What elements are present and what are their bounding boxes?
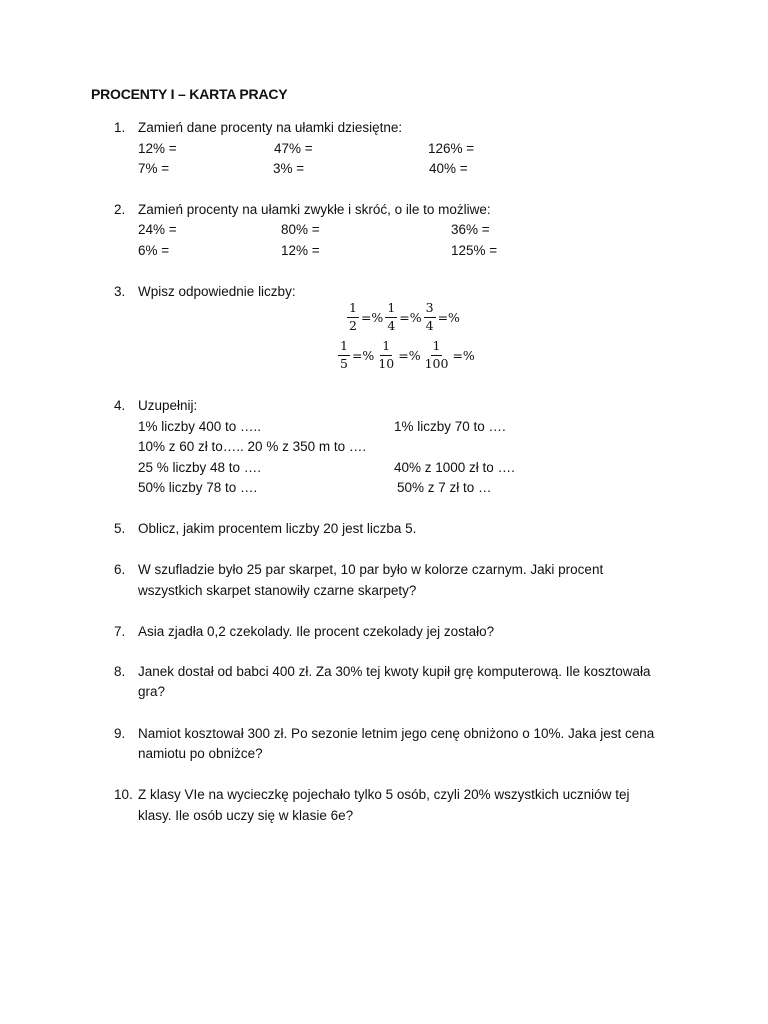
- task-1-item: 3% =: [273, 161, 305, 176]
- task-6-text: W szufladzie było 25 par skarpet, 10 par było w kolorze czarnym. Jaki procent: [138, 562, 604, 577]
- fraction: $\frac{1}{2}$: [349, 300, 357, 333]
- task-2-item: 12% =: [281, 243, 320, 258]
- fraction-line-2: $\frac{1}{5}$ =% $\frac{1}{10}$ =% $\frac{1}{100}$ =%: [340, 338, 475, 371]
- fraction-line-1: $\frac{1}{2}$ =% $\frac{1}{4}$ =% $\frac{3}{4}$ =%: [349, 300, 460, 333]
- task-8-number: 8.: [114, 664, 126, 679]
- task-4-item: 1% liczby 400 to …..: [138, 419, 262, 434]
- task-3-number: 3.: [114, 284, 126, 299]
- task-4-item: 40% z 1000 zł to ….: [394, 460, 515, 475]
- fraction: $\frac{1}{10}$: [378, 338, 395, 371]
- task-4-item: 25 % liczby 48 to ….: [138, 460, 262, 475]
- task-5-number: 5.: [114, 521, 126, 536]
- task-4-item: 10% z 60 zł to….. 20 % z 350 m to ….: [138, 439, 367, 454]
- task-1-item: 7% =: [138, 161, 170, 176]
- task-9-text: Namiot kosztował 300 zł. Po sezonie letnim jego cenę obniżono o 10%. Jaka jest cena: [138, 726, 655, 741]
- task-1-number: 1.: [114, 120, 126, 135]
- page-title: PROCENTY I – KARTA PRACY: [91, 86, 288, 102]
- task-1-item: 47% =: [274, 141, 313, 156]
- task-8-text: Janek dostał od babci 400 zł. Za 30% tej kwoty kupił grę komputerową. Ile kosztowała: [138, 664, 651, 679]
- task-4-question: Uzupełnij:: [138, 398, 198, 413]
- task-10-text: klasy. Ile osób uczy się w klasie 6e?: [138, 808, 354, 823]
- task-3-question: Wpisz odpowiednie liczby:: [138, 284, 296, 299]
- task-6-number: 6.: [114, 562, 126, 577]
- fraction: $\frac{1}{100}$: [424, 338, 449, 371]
- task-2-item: 125% =: [451, 243, 498, 258]
- task-7-number: 7.: [114, 624, 126, 639]
- task-4-item: 50% z 7 zł to …: [397, 480, 492, 495]
- task-8-text: gra?: [138, 684, 166, 699]
- task-6-text: wszystkich skarpet stanowiły czarne skarpety?: [138, 583, 417, 598]
- fraction: $\frac{1}{4}$: [387, 300, 396, 333]
- task-5-text: Oblicz, jakim procentem liczby 20 jest liczba 5.: [138, 521, 417, 536]
- task-10-text: Z klasy VIe na wycieczkę pojechało tylko 5 osób, czyli 20% wszystkich uczniów tej: [138, 787, 630, 802]
- task-10-number: 10.: [114, 787, 133, 802]
- task-4-item: 50% liczby 78 to ….: [138, 480, 258, 495]
- fraction: $\frac{3}{4}$: [425, 300, 434, 333]
- task-2-item: 6% =: [138, 243, 170, 258]
- task-2-question: Zamień procenty na ułamki zwykłe i skróć, o ile to możliwe:: [138, 202, 491, 217]
- task-2-item: 24% =: [138, 222, 177, 237]
- task-7-text: Asia zjadła 0,2 czekolady. Ile procent czekolady jej zostało?: [138, 624, 495, 639]
- task-1-item: 12% =: [138, 141, 177, 156]
- task-1-item: 126% =: [428, 141, 475, 156]
- task-9-text: namiotu po obniżce?: [138, 746, 263, 761]
- fraction: $\frac{1}{5}$: [340, 338, 348, 371]
- task-2-item: 80% =: [281, 222, 320, 237]
- task-4-number: 4.: [114, 398, 126, 413]
- task-2-item: 36% =: [451, 222, 490, 237]
- task-9-number: 9.: [114, 726, 126, 741]
- task-1-question: Zamień dane procenty na ułamki dziesiętne:: [138, 120, 403, 135]
- task-1-item: 40% =: [429, 161, 468, 176]
- task-2-number: 2.: [114, 202, 126, 217]
- task-4-item: 1% liczby 70 to ….: [394, 419, 506, 434]
